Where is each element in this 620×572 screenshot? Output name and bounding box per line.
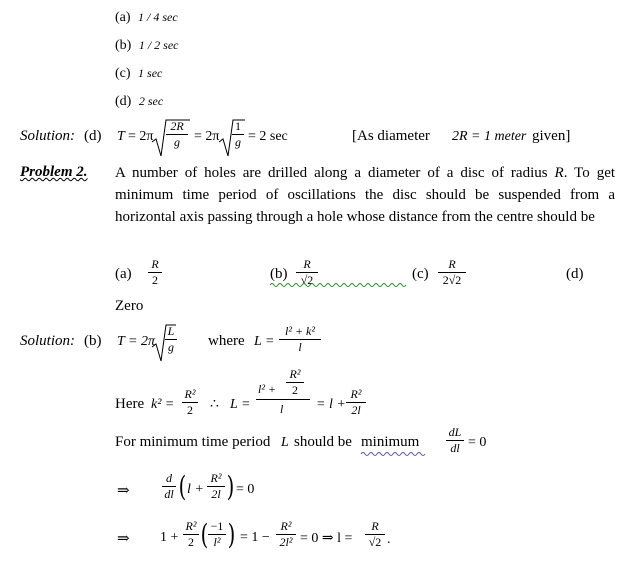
option-a	[115, 10, 178, 26]
option-c-label: (c)	[115, 66, 131, 81]
eq-rest: = l +	[316, 397, 346, 412]
solution-1-result: = 2 sec	[248, 129, 288, 144]
compound-inner-frac: R² 2	[286, 368, 304, 397]
wavy-underline-b	[270, 282, 410, 288]
compound-num-l2: l² +	[258, 382, 277, 396]
p2-option-c-label: (c)	[412, 266, 429, 282]
line3-start: 1 +	[160, 530, 179, 545]
solution-1-label: Solution:	[20, 128, 75, 144]
p2-option-b-label: (b)	[270, 266, 288, 282]
l3-dot: .	[387, 532, 391, 547]
l3-eq0: = 0 ⇒ l =	[300, 531, 353, 546]
option-c-value: 1 sec	[138, 66, 163, 80]
implies-2: ⇒	[117, 531, 130, 547]
paren-open-2: (	[200, 518, 209, 551]
min-word: minimum	[361, 434, 420, 450]
p2-option-d-value: Zero	[115, 298, 144, 314]
option-b-label: (b)	[115, 38, 132, 53]
option-a-label: (a)	[115, 10, 131, 25]
l3-frac-2: R² 2l²	[276, 520, 296, 549]
p2-option-b-value: R √2	[296, 258, 318, 287]
problem-2-text	[115, 162, 615, 228]
solution-1-note-math: 2R = 1 meter	[452, 129, 527, 144]
p2-option-a-value: R 2	[148, 258, 162, 287]
inner-frac: R² 2l	[207, 472, 225, 501]
l3-frac-1: R² 2	[183, 520, 199, 549]
option-b	[115, 38, 178, 54]
L-eq-2: L =	[230, 397, 251, 412]
solution-2-answer: (b)	[84, 333, 102, 349]
problem-2-text-2: . To get minimum time period of oscillations the disc should be suspended from a horizontal axis passing through a hole whose distance from the centre should be	[115, 165, 616, 225]
solution-1-eq: = 2π	[128, 129, 154, 144]
solution-2-frac-L: l² + k² l	[279, 325, 321, 354]
l3-answer-frac: R √2	[365, 520, 385, 549]
solution-1-eq2: = 2π	[194, 129, 220, 144]
l3-eq: = 1 −	[240, 530, 270, 545]
implies-1: ⇒	[117, 483, 130, 499]
option-c	[115, 66, 162, 82]
paren-close-1: )	[226, 470, 235, 503]
problem-2-text-1: A number of holes are drilled along a diameter of a disc of radius	[115, 165, 548, 181]
option-a-value: 1 / 4 sec	[138, 10, 178, 24]
radius-symbol: R	[554, 165, 564, 181]
k-eq: k² =	[151, 397, 175, 412]
min-text-2: should be	[294, 434, 352, 450]
here-label: Here	[115, 396, 145, 412]
wavy-underline-minimum	[361, 451, 427, 457]
l3-inner-frac: −1 l²	[208, 520, 226, 549]
k-frac: R² 2	[182, 388, 198, 417]
solution-1-frac-1: 2R g	[166, 120, 188, 149]
solution-1-note-close: given]	[532, 128, 571, 144]
solution-2-T: T = 2π	[117, 334, 155, 349]
problem-2-label: Problem 2.	[20, 164, 88, 180]
solution-2-L-eq: L =	[254, 334, 275, 349]
min-L: L	[281, 435, 289, 450]
solution-1-T: T	[117, 129, 125, 144]
solution-2-where: where	[208, 333, 245, 349]
therefore-symbol: ∴	[210, 397, 219, 412]
dL-eq: = 0	[468, 435, 487, 450]
solution-1-frac-2: 1 g	[232, 120, 244, 149]
paren-open-1: (	[178, 470, 187, 503]
p2-option-a-label: (a)	[115, 266, 132, 282]
option-d-label: (d)	[115, 94, 132, 109]
solution-2-label: Solution:	[20, 333, 75, 349]
min-text-1: For minimum time period	[115, 434, 271, 450]
solution-1-answer: (d)	[84, 128, 102, 144]
option-d-value: 2 sec	[138, 94, 164, 108]
solution-1-note-open: [As diameter	[352, 128, 430, 144]
option-b-value: 1 / 2 sec	[138, 38, 179, 52]
p2-option-d-label: (d)	[566, 266, 584, 282]
d-dl-frac: d dl	[162, 472, 176, 501]
compound-fraction	[256, 368, 312, 420]
solution-2-frac-L-g: L g	[165, 325, 177, 354]
dL-dl-frac: dL dl	[446, 426, 464, 455]
eq-zero: = 0	[236, 482, 255, 497]
paren-close-2: )	[227, 518, 236, 551]
rest-frac: R² 2l	[346, 388, 366, 417]
compound-den: l	[280, 402, 284, 416]
inner-l: l +	[187, 482, 204, 497]
compound-bar	[256, 399, 310, 400]
option-d	[115, 94, 163, 110]
p2-option-c-value: R 2√2	[438, 258, 466, 287]
